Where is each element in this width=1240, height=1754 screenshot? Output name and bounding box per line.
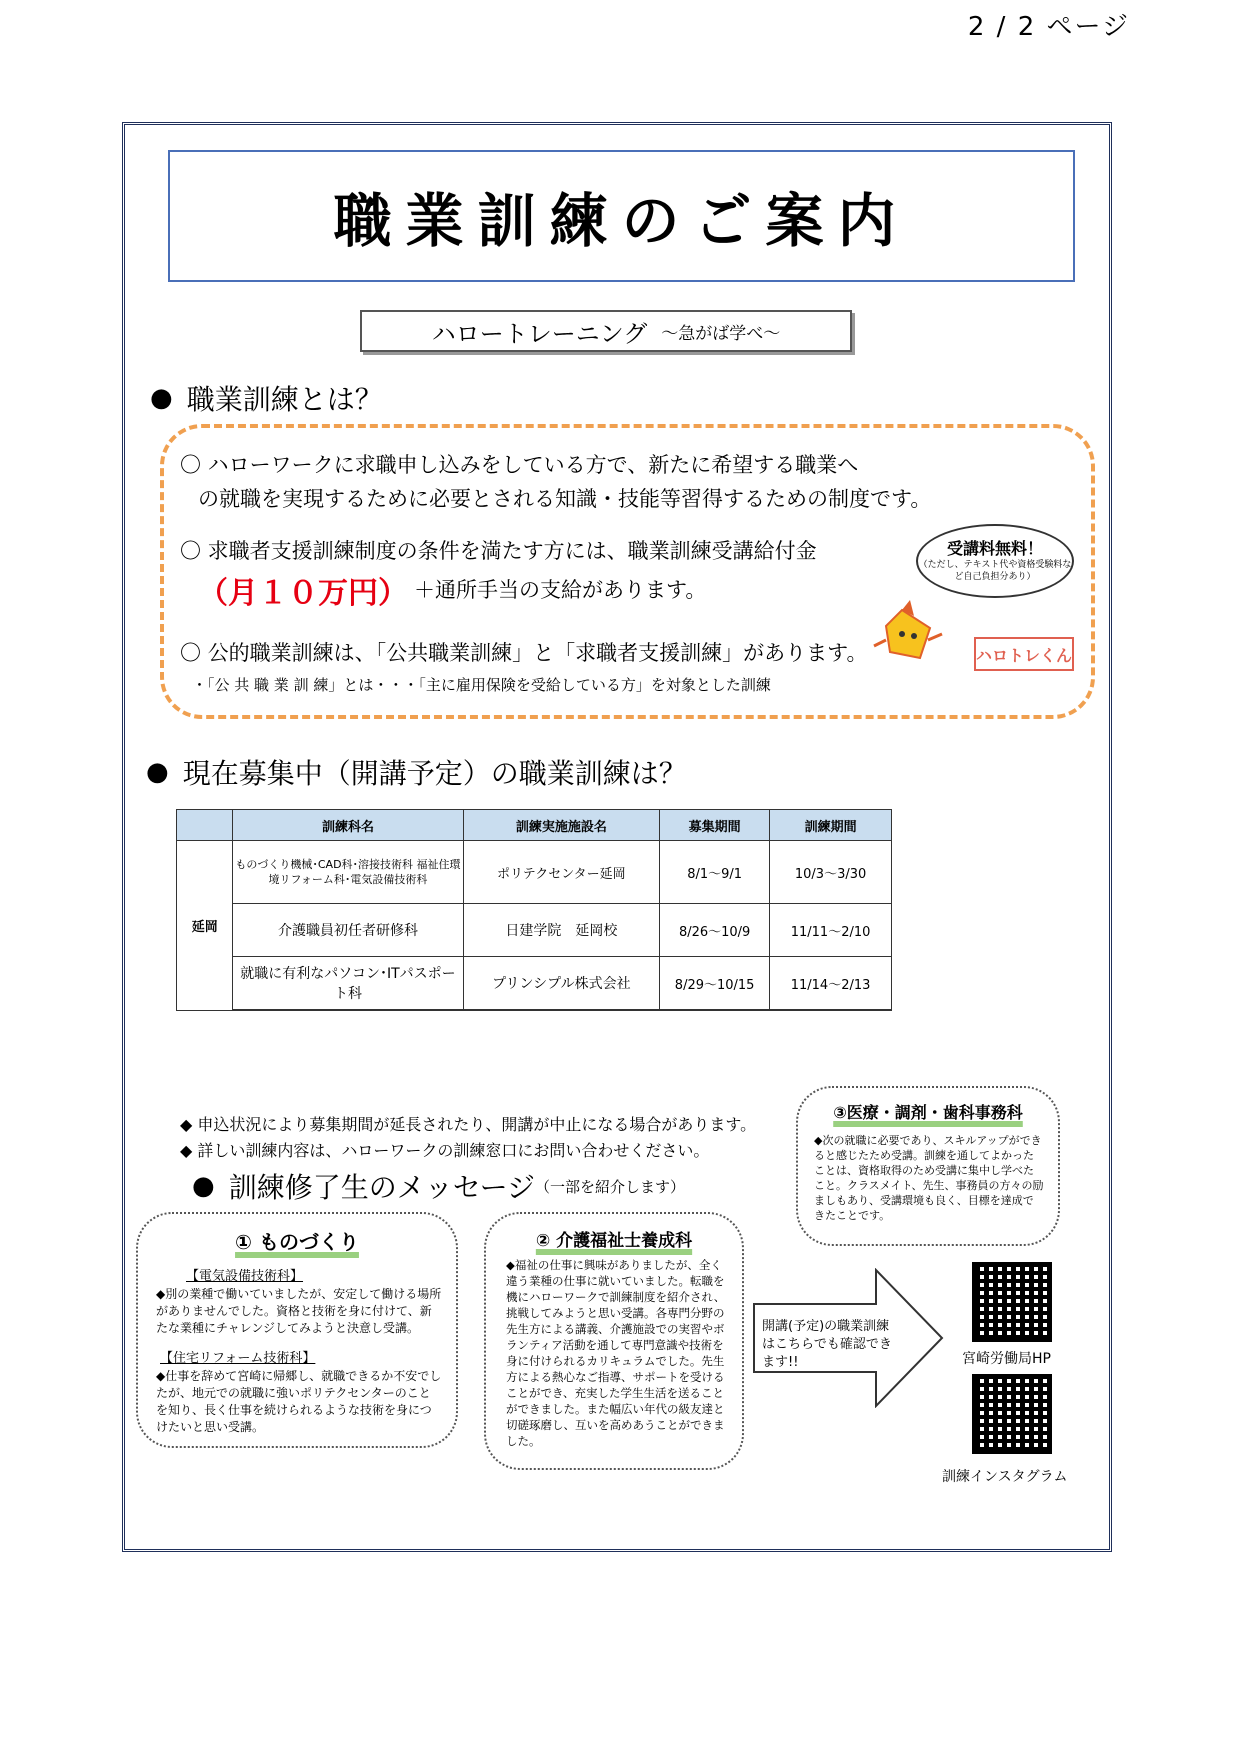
card2-body: ◆福祉の仕事に興味がありましたが、全く違う業種の仕事に就いていました。転職を機にハローワークで訓練制度を紹介され、挑戦してみようと思い受講。各専門分野の先生方による講義、介護施設での実習やボランティア活動を通して専門意識や技術を身に付けられるカリキュラムでした。先生方による熱心なご指導、サポートを受けることができ、充実した学生生活を送ることができました。また幅広い年代の級友達と切磋琢磨し、互いを高めあうことができました。 (506, 1258, 726, 1448)
note-1: ◆ 申込状況により募集期間が延長されたり、開講が中止になる場合があります。 (180, 1115, 757, 1134)
table-header: 募集期間 (660, 810, 770, 841)
qr1-label: 宮崎労働局HP (962, 1351, 1051, 1367)
section1-p3: 〇 公的職業訓練は、「公共職業訓練」と「求職者支援訓練」があります。 (180, 641, 868, 665)
section3-heading: 訓練修了生のメッセージ (228, 1171, 536, 1204)
section1-p2-row (198, 568, 706, 612)
free-tuition-bubble (916, 524, 1074, 598)
qr-code-icon[interactable] (972, 1374, 1052, 1454)
card2-title: ② 介護福祉士養成科 (535, 1231, 693, 1251)
section1-p1: 〇 ハローワークに求職申し込みをしている方で、新たに希望する職業へ (180, 453, 859, 477)
table-row (177, 957, 892, 1011)
section2-heading-row (146, 752, 687, 792)
recruit-period: 8/1～9/1 (660, 841, 770, 904)
section1-p2b: ＋通所手当の支給があります。 (414, 578, 707, 602)
training-period: 11/14～2/13 (770, 957, 892, 1011)
section2-heading: 現在募集中（開講予定）の職業訓練は？ (182, 757, 687, 790)
subtitle-main: ハロートレーニング (431, 319, 648, 348)
table-header-blank (177, 810, 233, 841)
bubble-title: 受講料無料！ (946, 539, 1043, 558)
card1-body1: ◆別の業種で働いていましたが、安定して働ける場所がありませんでした。資格と技術を身に付けて、新たな業種にチャレンジしてみようと決意し受講。 (156, 1287, 442, 1335)
table-header: 訓練実施施設名 (463, 810, 660, 841)
message-card-care (484, 1212, 744, 1470)
bullet-icon: ● (150, 383, 173, 413)
table-row (177, 904, 892, 957)
facility-name: ポリテクセンター延岡 (463, 841, 660, 904)
course-name: 介護職員初任者研修科 (233, 904, 463, 957)
section1-p1b: の就職を実現するために必要とされる知識・技能等習得するための制度です。 (198, 487, 932, 511)
bullet-icon: ● (192, 1171, 215, 1201)
training-schedule-table (176, 809, 892, 1011)
card3-title: ③医療・調剤・歯科事務科 (833, 1103, 1023, 1122)
table-header: 訓練期間 (770, 810, 892, 841)
message-card-manufacturing (136, 1212, 458, 1448)
table-row (177, 841, 892, 904)
region-cell: 延岡 (177, 841, 233, 1011)
course-name: ものづくり機械･CAD科･溶接技術科 福祉住環境リフォーム科･電気設備技術科 (233, 841, 463, 904)
note-2: ◆ 詳しい訓練内容は、ハローワークの訓練窓口にお問い合わせください。 (180, 1141, 710, 1160)
course-name: 就職に有利なパソコン･ITパスポート科 (233, 957, 463, 1011)
section1-p2: 〇 求職者支援訓練制度の条件を満たす方には、職業訓練受講給付金 (180, 539, 817, 563)
training-period: 10/3～3/30 (770, 841, 892, 904)
section1-p3-note: ・「公 共 職 業 訓 練」とは・・・「主に雇用保険を受給している方」を対象とした訓練 (192, 676, 771, 694)
training-period: 11/11～2/10 (770, 904, 892, 957)
card1-tag2: 【住宅リフォーム技術科】 (160, 1351, 316, 1366)
card1-title: ① ものづくり (235, 1230, 359, 1254)
mascot-icon (872, 600, 952, 664)
card1-body2: ◆仕事を辞めて宮崎に帰郷し、就職できるか不安でしたが、地元での就職に強いポリテクセンターのことを知り、長く仕事を続けられるような技術を身につけたいと思い受講。 (156, 1369, 442, 1434)
qr2-label: 訓練インスタグラム (942, 1469, 1068, 1485)
card1-tag1: 【電気設備技術科】 (186, 1269, 304, 1284)
page-title: 職業訓練のご案内 (333, 187, 910, 255)
table-header: 訓練科名 (233, 810, 463, 841)
card3-body: ◆次の就職に必要であり、スキルアップができると感じたため受講。訓練を通してよかったことは、資格取得のため受講に集中し学べたこと。クラスメイト、先生、事務員の方々の励ましもあり、受講環境も良く、目標を達成できたことです。 (814, 1134, 1044, 1222)
allowance-amount: （月１０万円） (198, 576, 408, 611)
title-box (168, 150, 1075, 282)
qr-code-icon[interactable] (972, 1262, 1052, 1342)
recruit-period: 8/29～10/15 (660, 957, 770, 1011)
recruit-period: 8/26～10/9 (660, 904, 770, 957)
message-card-medical (796, 1086, 1060, 1246)
section3-heading-row (192, 1166, 685, 1206)
table-header-row (177, 810, 892, 841)
facility-name: プリンシプル株式会社 (463, 957, 660, 1011)
section1-heading: 職業訓練とは？ (186, 383, 383, 416)
bubble-note: （ただし、テキスト代や資格受験料など自己負担分あり） (918, 560, 1072, 582)
bullet-icon: ● (146, 757, 169, 787)
hello-training-logo: ハロトレくん (974, 637, 1074, 671)
subtitle-box (360, 310, 852, 352)
section3-heading-small: （一部を紹介します） (535, 1177, 686, 1196)
subtitle-tagline: ～急がば学べ～ (661, 323, 781, 344)
section1-heading-row (150, 378, 383, 418)
page-number: 2 / 2 ページ (967, 12, 1130, 42)
arrow-text: 開講(予定)の職業訓練はこちらでも確認できます!! (762, 1319, 892, 1370)
facility-name: 日建学院 延岡校 (463, 904, 660, 957)
